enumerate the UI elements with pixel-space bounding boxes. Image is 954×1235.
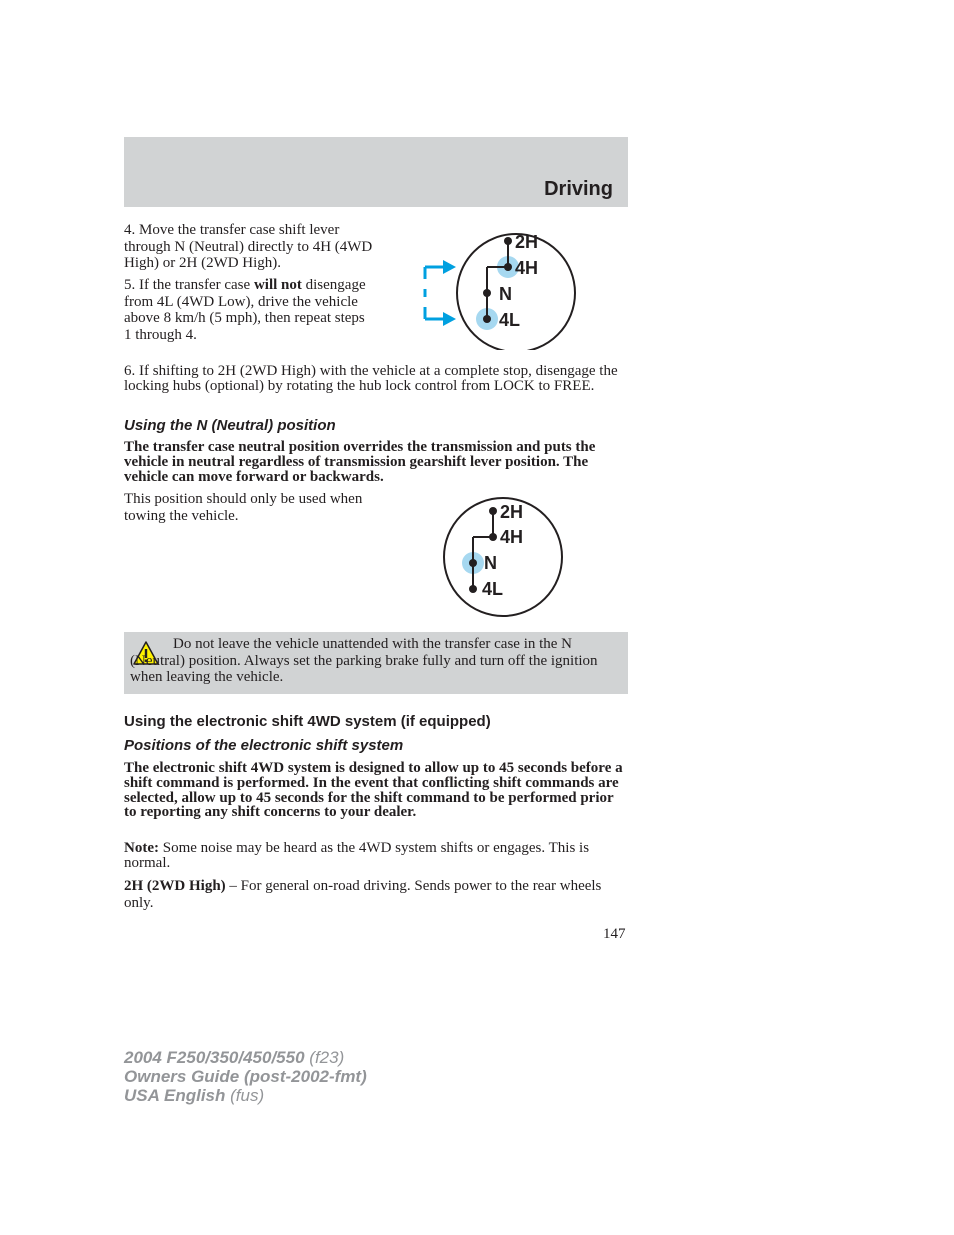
shift-arrow-icon bbox=[425, 267, 444, 319]
footer-line-1 bbox=[124, 1048, 367, 1067]
electronic-heading: Using the electronic shift 4WD system (if equipped) bbox=[124, 713, 491, 730]
document-footer bbox=[124, 1048, 367, 1105]
2h-paragraph bbox=[124, 878, 628, 911]
footer-language: USA English bbox=[124, 1086, 226, 1105]
label-2h: 2H bbox=[515, 232, 539, 252]
note-label: Note: bbox=[124, 840, 159, 856]
label-n: N bbox=[499, 284, 512, 304]
step-5-bold: will not bbox=[253, 277, 302, 293]
2h-text: – For general on-road driving. Sends power to the rear wheels only. bbox=[124, 878, 602, 911]
neutral-heading: Using the N (Neutral) position bbox=[124, 417, 336, 434]
electronic-bold-text: The electronic shift 4WD system is designed to allow up to 45 seconds before a shift command is performed. In the event that conflicting shift commands are selected, allow up to 45 seconds for the shift command to be performed prior to reporting any shift concerns to your dealer. bbox=[124, 760, 623, 821]
shift-diagram-2 bbox=[440, 495, 566, 619]
note-paragraph bbox=[124, 841, 624, 871]
arrow-head-bottom bbox=[443, 312, 456, 326]
label-4h: 4H bbox=[515, 258, 539, 278]
step-5-text bbox=[124, 277, 368, 343]
section-header bbox=[124, 137, 628, 207]
section-title: Driving bbox=[544, 178, 613, 200]
note-text: Some noise may be heard as the 4WD system shifts or engages. This is normal. bbox=[124, 840, 590, 871]
step-5-post: disengage from 4L (4WD Low), drive the vehicle above 8 km/h (5 mph), then repeat steps 1 through 4. bbox=[124, 277, 366, 343]
label-2h: 2H bbox=[500, 502, 524, 522]
warning-box bbox=[124, 632, 628, 694]
page-number: 147 bbox=[603, 926, 626, 942]
warning-message: Do not leave the vehicle unattended with the transfer case in the N (Neutral) position. Always set the parking brake fully and turn off the ignition when leaving the vehicle. bbox=[130, 636, 598, 686]
footer-line-2: Owners Guide (post-2002-fmt) bbox=[124, 1067, 367, 1086]
2h-label: 2H (2WD High) bbox=[124, 878, 226, 894]
label-4h: 4H bbox=[500, 527, 524, 547]
footer-line-3 bbox=[124, 1086, 367, 1105]
step-5-pre: 5. If the transfer case bbox=[124, 277, 254, 293]
footer-model: 2004 F250/350/450/550 bbox=[124, 1048, 305, 1067]
arrow-head-top bbox=[443, 260, 456, 274]
step-6-text: 6. If shifting to 2H (2WD High) with the vehicle at a complete stop, disengage the locking hubs (optional) by rotating the hub lock control from LOCK to FREE. bbox=[124, 363, 618, 394]
label-4l: 4L bbox=[482, 579, 504, 599]
electronic-subheading: Positions of the electronic shift system bbox=[124, 737, 404, 754]
footer-language-code: (fus) bbox=[225, 1086, 265, 1105]
shift-diagram-1 bbox=[416, 225, 584, 350]
label-n: N bbox=[484, 553, 497, 573]
neutral-body: This position should only be used when towing the vehicle. bbox=[124, 491, 363, 524]
step-4-text: 4. Move the transfer case shift lever through N (Neutral) directly to 4H (4WD High) or 2H (2WD High). bbox=[124, 222, 373, 272]
footer-model-code: (f23) bbox=[304, 1048, 345, 1067]
warning-text bbox=[130, 636, 622, 686]
neutral-bold-text: The transfer case neutral position overrides the transmission and puts the vehicle in neutral regardless of transmission gearshift lever position. The vehicle can move forward or backwards. bbox=[124, 439, 596, 485]
label-4l: 4L bbox=[499, 310, 521, 330]
